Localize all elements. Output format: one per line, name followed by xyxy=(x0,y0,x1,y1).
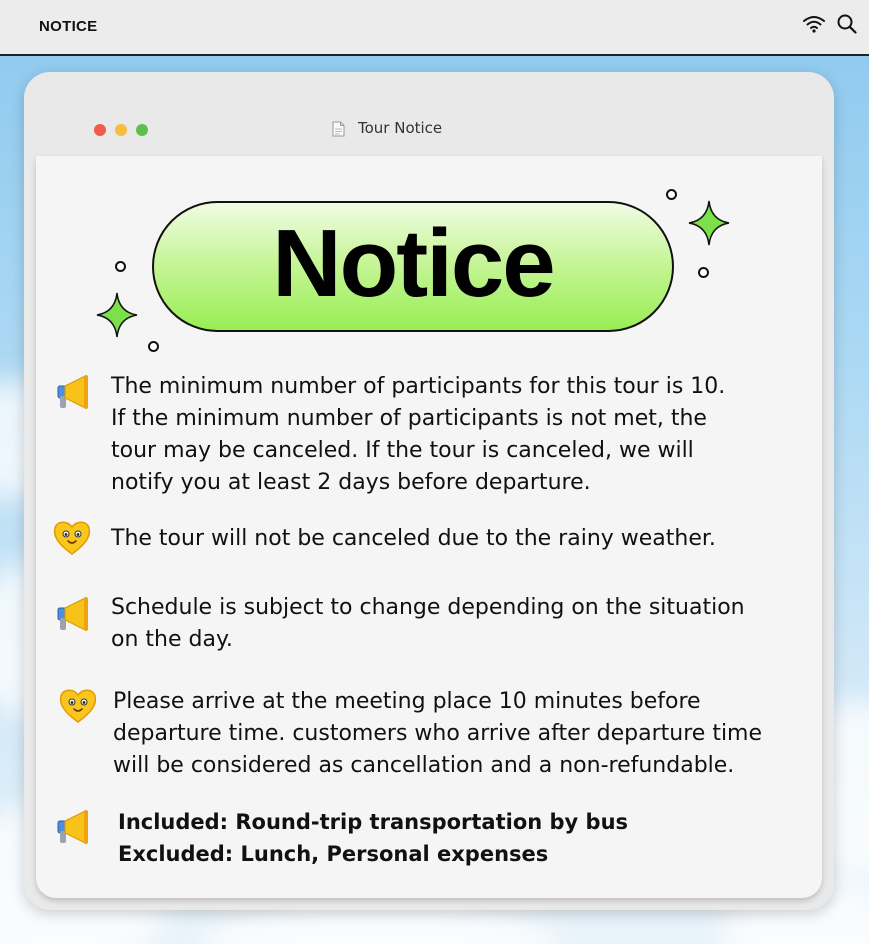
close-window-button[interactable] xyxy=(94,124,106,136)
notice-banner xyxy=(152,201,674,332)
maximize-window-button[interactable] xyxy=(136,124,148,136)
search-icon[interactable] xyxy=(837,14,857,34)
top-bar xyxy=(0,0,869,56)
sparkle-icon xyxy=(96,292,138,338)
window-title-bar xyxy=(24,72,834,156)
smiling-heart-icon xyxy=(52,518,92,558)
wifi-icon xyxy=(803,15,825,33)
megaphone-icon xyxy=(52,594,92,634)
decorative-circle xyxy=(148,341,159,352)
decorative-circle xyxy=(666,189,677,200)
notice-item: Please arrive at the meeting place 10 minutes before departure time. customers who arrive after departure time will be considered as cancellation and a non-refundable. xyxy=(113,689,763,778)
notice-item: The tour will not be canceled due to the rainy weather. xyxy=(111,526,716,551)
decorative-circle xyxy=(115,261,126,272)
megaphone-icon xyxy=(52,372,92,412)
sparkle-icon xyxy=(688,200,730,246)
notice-heading: Notice xyxy=(272,209,554,317)
smiling-heart-icon xyxy=(58,686,98,726)
window-title: Tour Notice xyxy=(358,119,443,137)
minimize-window-button[interactable] xyxy=(115,124,127,136)
decorative-circle xyxy=(698,267,709,278)
app-title: NOTICE xyxy=(39,18,98,35)
notice-item: Included: Round-trip transportation by bus Excluded: Lunch, Personal expenses xyxy=(118,810,629,866)
document-icon xyxy=(332,121,345,137)
megaphone-icon xyxy=(52,807,92,847)
notice-item: The minimum number of participants for this tour is 10. If the minimum number of participants is not met, the tour may be canceled. If the tour is canceled, we will notify you at least 2 days before departure. xyxy=(111,374,726,495)
notice-item: Schedule is subject to change depending on the situation on the day. xyxy=(111,595,745,652)
